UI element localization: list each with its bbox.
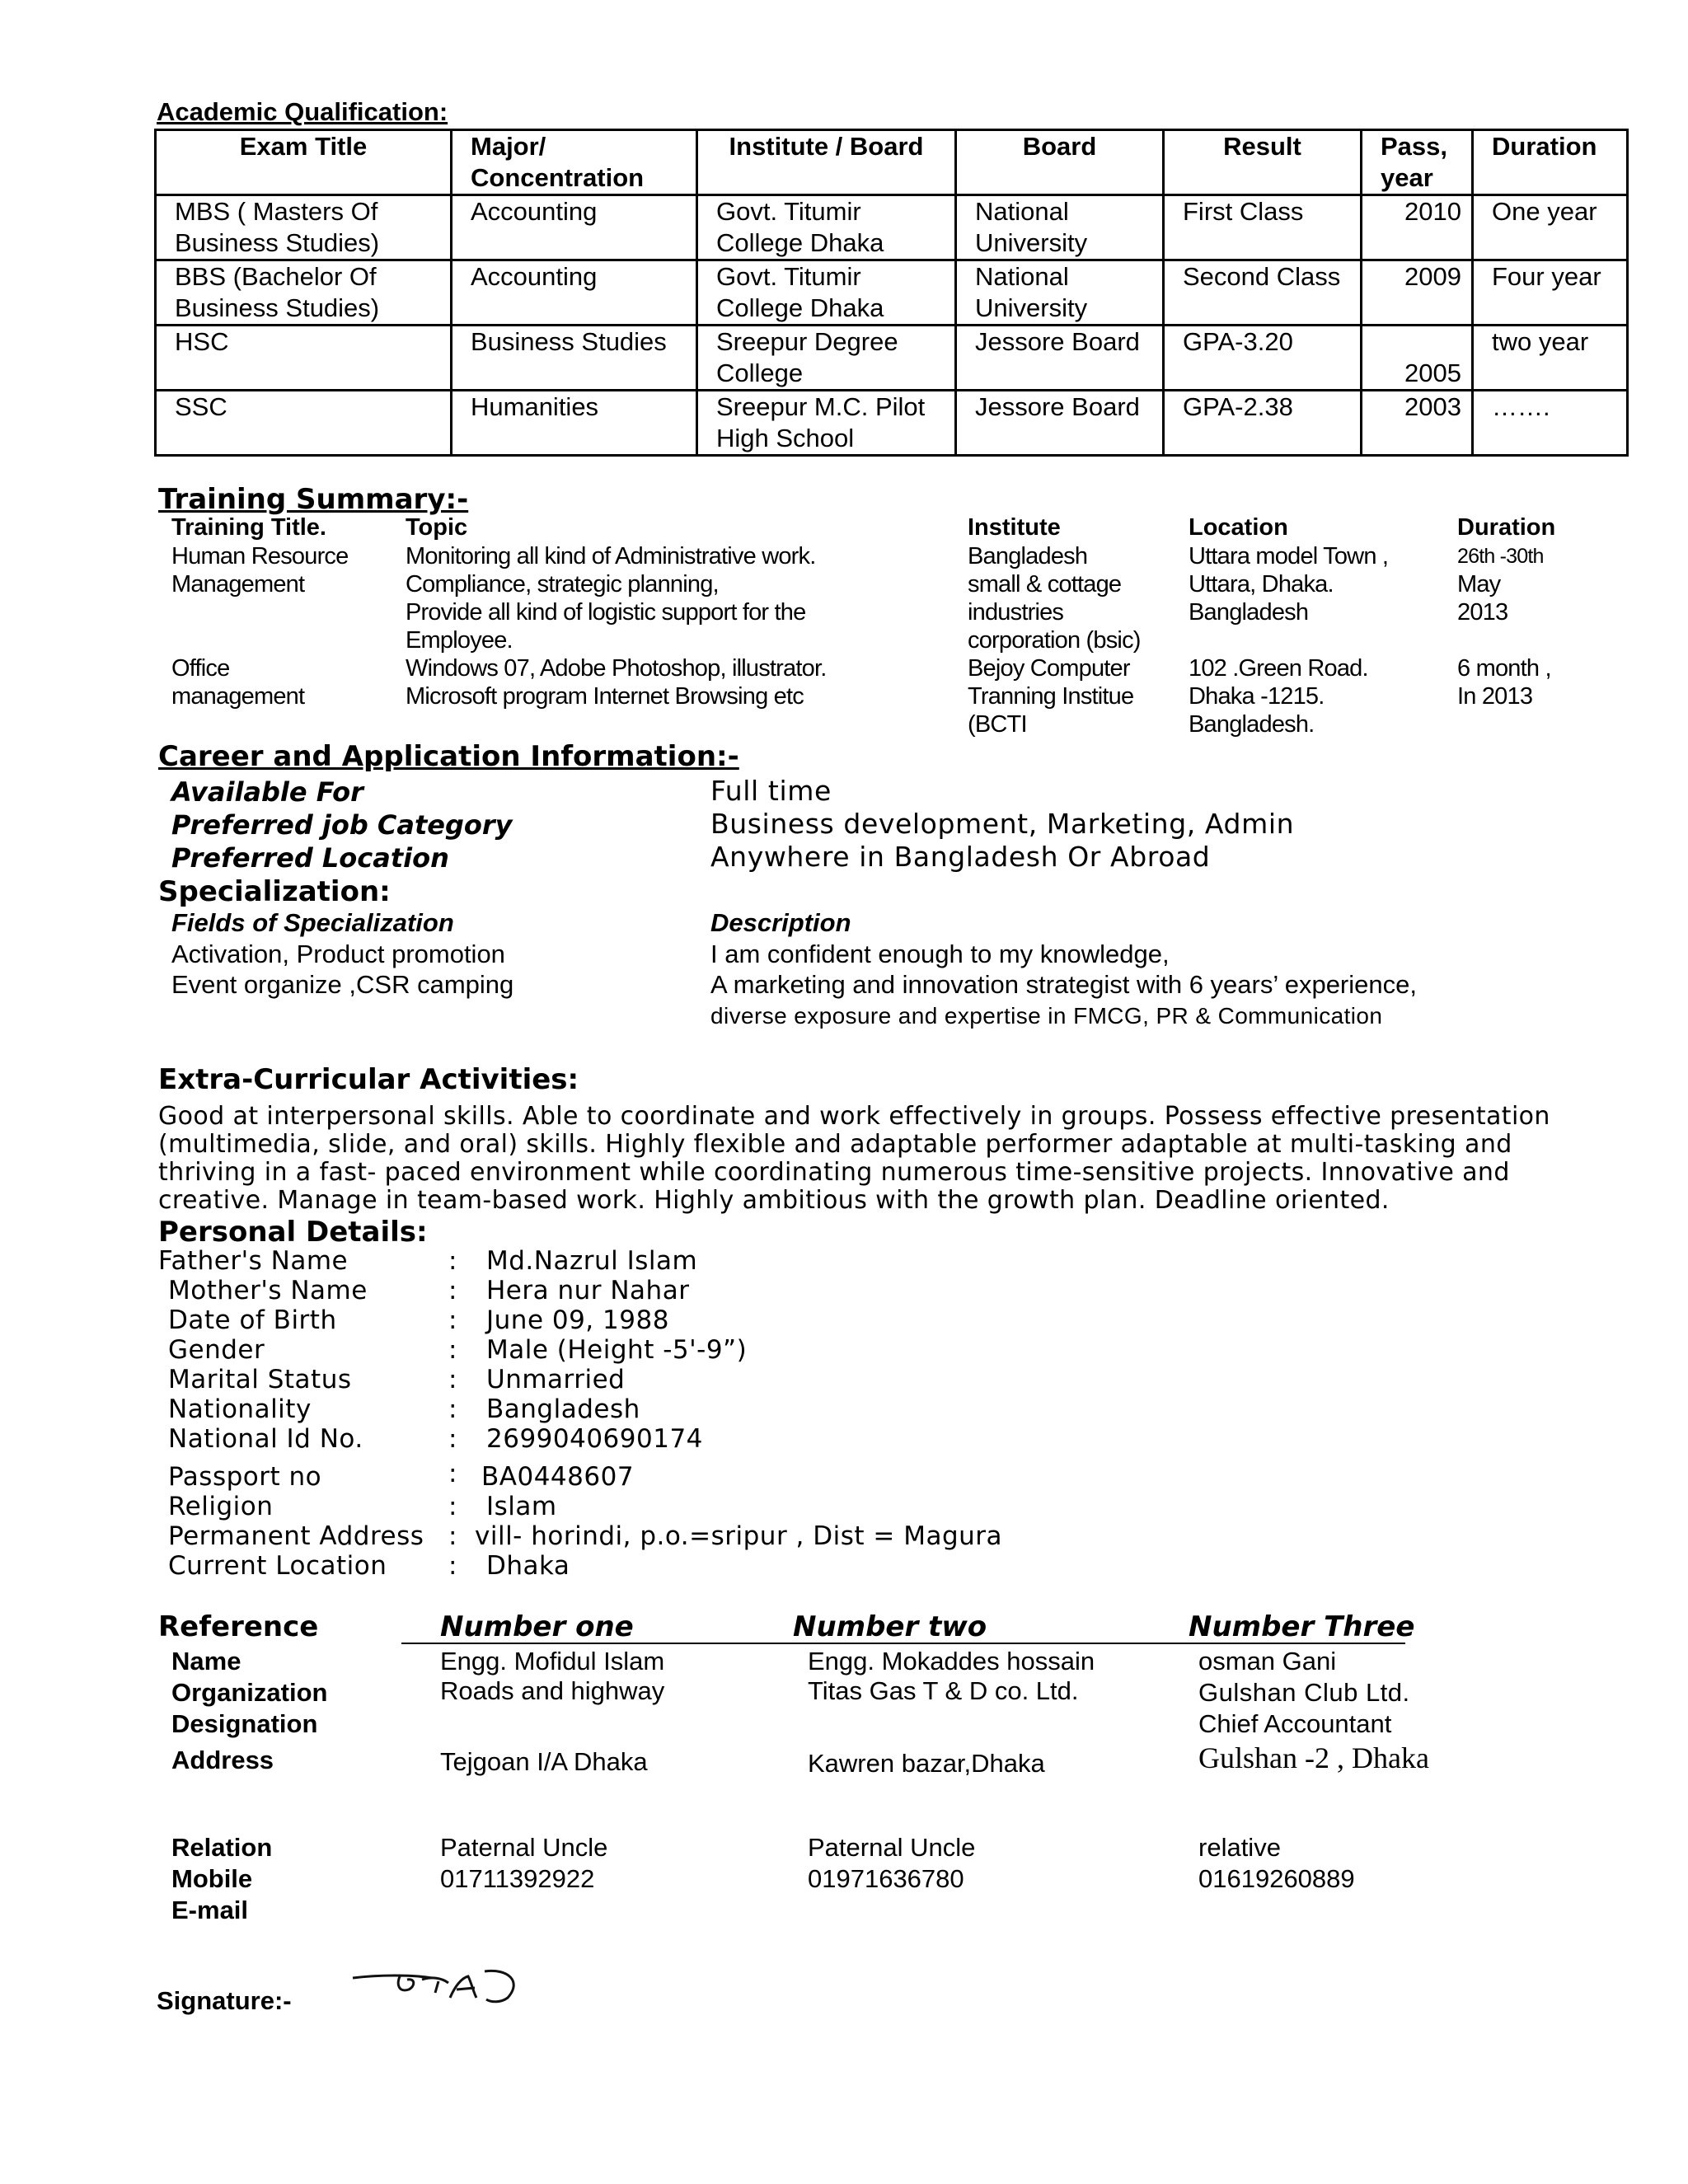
personal-label: Nationality [168,1394,312,1424]
personal-label: Gender [168,1335,265,1365]
career-label-location: Preferred Location [171,842,449,874]
table-row [156,195,1628,260]
text-line: Management [171,571,305,598]
personal-label: National Id No. [168,1424,363,1454]
cell-board: Jessore Board [956,391,1164,456]
personal-separator: : [448,1521,457,1551]
specialization-col-description: Description [710,908,851,937]
personal-separator: : [448,1335,457,1365]
training-title: Training Summary:- [158,483,469,516]
personal-value: Islam [486,1492,557,1521]
personal-title: Personal Details: [158,1216,428,1249]
personal-value: 2699040690174 [486,1424,703,1454]
cell-institute: Govt. Titumir College Dhaka [697,260,956,326]
career-value-category: Business development, Marketing, Admin [710,808,1295,840]
text-line: (multimedia, slide, and oral) skills. Highly flexible and adaptable performer adaptable at multi-tasking and [158,1130,1512,1159]
reference-two-organization: Titas Gas T & D co. Ltd. [808,1676,1079,1705]
personal-value: Bangladesh [486,1394,640,1424]
reference-label-mobile: Mobile [171,1864,253,1893]
signature-label: Signature:- [157,1986,292,2015]
training-header-title: Training Title. [171,514,326,541]
text-line: small & cottage [968,571,1122,598]
cell-institute: Sreepur M.C. Pilot High School [697,391,956,456]
career-label-available: Available For [171,776,363,808]
training-row-topic [406,654,826,710]
cell-institute: Govt. Titumir College Dhaka [697,195,956,260]
text-line: (BCTI [968,711,1027,738]
text-line: Bangladesh. [1189,711,1315,738]
text-line: Tranning Institue [968,683,1134,710]
reference-three-designation: Chief Accountant [1198,1709,1392,1738]
training-row-location [1189,654,1368,738]
reference-two-relation: Paternal Uncle [808,1833,976,1862]
reference-two-address: Kawren bazar,Dhaka [808,1749,1045,1778]
text-line: Dhaka -1215. [1189,683,1325,710]
cell-duration: Four year [1473,260,1628,326]
career-title: Career and Application Information:- [158,740,739,773]
training-header-duration: Duration [1457,514,1556,541]
personal-separator: : [448,1492,457,1521]
reference-head-one: Number one [440,1610,634,1643]
cell-exam: BBS (Bachelor Of Business Studies) [156,260,452,326]
training-row-institute [968,654,1133,738]
career-value-available: Full time [710,775,832,807]
training-header-institute: Institute [968,514,1061,541]
reference-one-address: Tejgoan I/A Dhaka [440,1747,648,1776]
specialization-field: Event organize ,CSR camping [171,970,514,999]
cell-board: Jessore Board [956,326,1164,391]
reference-three-address: Gulshan -2 , Dhaka [1198,1741,1429,1774]
cell-year: 2010 [1362,195,1473,260]
personal-value: Dhaka [486,1551,570,1581]
cell-major: Business Studies [452,326,697,391]
cell-year: 2005 [1362,326,1473,391]
personal-value: June 09, 1988 [486,1305,669,1335]
cell-duration: One year [1473,195,1628,260]
text-line: Employee. [406,627,513,654]
text-line: Compliance, strategic planning, [406,571,719,598]
training-header-topic: Topic [406,514,468,541]
text-line: Bangladesh [968,543,1088,569]
reference-label-organization: Organization [171,1678,328,1707]
reference-three-name: osman Gani [1198,1647,1337,1675]
personal-label: Religion [168,1492,274,1521]
text-line: Windows 07, Adobe Photoshop, illustrator. [406,655,827,682]
reference-two-name: Engg. Mokaddes hossain [808,1647,1095,1675]
personal-value: Hera nur Nahar [486,1276,690,1305]
reference-one-mobile: 01711392922 [440,1864,595,1893]
text-line: Good at interpersonal skills. Able to coordinate and work effectively in groups. Possess effective presentation [158,1102,1550,1131]
specialization-description: I am confident enough to my knowledge, [710,940,1170,968]
reference-label-name: Name [171,1647,241,1675]
table-row [156,260,1628,326]
text-line: Uttara model Town , [1189,543,1389,569]
cell-duration: two year [1473,326,1628,391]
personal-separator: : [448,1394,457,1424]
cell-board: National University [956,260,1164,326]
text-line: industries [968,599,1064,626]
header-exam-title: Exam Title [156,130,452,195]
personal-separator: : [448,1365,457,1394]
text-line: In 2013 [1457,683,1533,710]
text-line: May [1457,571,1501,598]
academic-title: Academic Qualification: [157,97,448,126]
cell-exam: SSC [156,391,452,456]
personal-value: Md.Nazrul Islam [486,1246,698,1276]
cell-exam: HSC [156,326,452,391]
reference-label-address: Address [171,1746,274,1774]
text-line: 102 .Green Road. [1189,655,1368,682]
specialization-description: A marketing and innovation strategist with 6 years’ experience, [710,970,1417,999]
header-duration: Duration [1473,130,1628,195]
reference-head-two: Number two [793,1610,987,1643]
cell-major: Humanities [452,391,697,456]
training-row-location [1189,542,1388,626]
personal-label: Mother's Name [168,1276,368,1305]
reference-three-organization: Gulshan Club Ltd. [1198,1678,1410,1707]
cell-institute: Sreepur Degree College [697,326,956,391]
cell-board: National University [956,195,1164,260]
header-institute: Institute / Board [697,130,956,195]
text-line: thriving in a fast- paced environment while coordinating numerous time-sensitive projects. Innovative and [158,1158,1510,1187]
reference-label-relation: Relation [171,1833,273,1862]
table-row [156,326,1628,391]
cell-year: 2009 [1362,260,1473,326]
reference-label-designation: Designation [171,1709,318,1738]
personal-separator: : [448,1246,457,1276]
reference-two-mobile: 01971636780 [808,1864,964,1893]
reference-one-organization: Roads and highway [440,1676,665,1705]
cell-major: Accounting [452,195,697,260]
text-line: 26th -30th [1457,545,1544,568]
text-line: Microsoft program Internet Browsing etc [406,683,804,710]
text-line: corporation (bsic) [968,627,1141,654]
signature-mark [346,1965,528,2014]
header-major: Major/ Concentration [452,130,697,195]
header-result: Result [1164,130,1362,195]
training-row-title [171,542,348,598]
cell-result: GPA-3.20 [1164,326,1362,391]
personal-label: Marital Status [168,1365,352,1394]
specialization-col-fields: Fields of Specialization [171,908,454,937]
personal-value: vill- horindi, p.o.=sripur , Dist = Magura [475,1521,1003,1551]
cell-exam: MBS ( Masters Of Business Studies) [156,195,452,260]
cell-duration: ……. [1473,391,1628,456]
personal-separator: : [448,1305,457,1335]
text-line: 6 month , [1457,655,1551,682]
text-line: creative. Manage in team-based work. Highly ambitious with the growth plan. Deadline oriented. [158,1186,1390,1215]
career-label-category: Preferred job Category [171,809,513,841]
personal-separator: : [448,1551,457,1581]
personal-label: Passport no [168,1462,322,1492]
reference-three-mobile: 01619260889 [1198,1864,1355,1893]
extra-paragraph [158,1103,1675,1215]
specialization-description: diverse exposure and expertise in FMCG, PR & Communication [710,1003,1383,1029]
training-row-title [171,654,304,710]
extra-title: Extra-Curricular Activities: [158,1063,579,1096]
personal-separator: : [448,1276,457,1305]
cell-result: GPA-2.38 [1164,391,1362,456]
personal-label: Permanent Address [168,1521,424,1551]
reference-three-relation: relative [1198,1833,1281,1862]
table-row [156,391,1628,456]
cell-year: 2003 [1362,391,1473,456]
reference-label-email: E-mail [171,1896,249,1924]
reference-title: Reference [158,1610,319,1643]
text-line: Bejoy Computer [968,655,1130,682]
training-header-location: Location [1189,514,1288,541]
reference-one-relation: Paternal Uncle [440,1833,608,1862]
text-line: Human Resource [171,543,349,569]
text-line: Office [171,655,230,682]
training-row-duration [1457,542,1544,626]
header-board: Board [956,130,1164,195]
personal-value: BA0448607 [481,1462,635,1492]
header-pass-year: Pass, year [1362,130,1473,195]
career-value-location: Anywhere in Bangladesh Or Abroad [710,841,1211,873]
academic-header-row [156,130,1628,195]
text-line: Monitoring all kind of Administrative work. [406,543,816,569]
cell-result: First Class [1164,195,1362,260]
cell-result: Second Class [1164,260,1362,326]
personal-label: Date of Birth [168,1305,337,1335]
training-row-institute [968,542,1141,654]
cell-major: Accounting [452,260,697,326]
personal-separator: : [448,1459,457,1488]
text-line: management [171,683,305,710]
specialization-title: Specialization: [158,875,391,908]
personal-label: Current Location [168,1551,387,1581]
training-row-topic [406,542,815,654]
academic-table [154,129,1629,457]
training-row-duration [1457,654,1551,710]
text-line: Provide all kind of logistic support for the [406,599,806,626]
specialization-field: Activation, Product promotion [171,940,505,968]
personal-value: Unmarried [486,1365,626,1394]
text-line: Uttara, Dhaka. [1189,571,1334,598]
personal-separator: : [448,1424,457,1454]
personal-label: Father's Name [158,1246,349,1276]
text-line: Bangladesh [1189,599,1309,626]
reference-one-name: Engg. Mofidul Islam [440,1647,665,1675]
personal-value: Male (Height -5'-9”) [486,1335,748,1365]
text-line: 2013 [1457,599,1508,626]
reference-head-three: Number Three [1189,1610,1415,1643]
